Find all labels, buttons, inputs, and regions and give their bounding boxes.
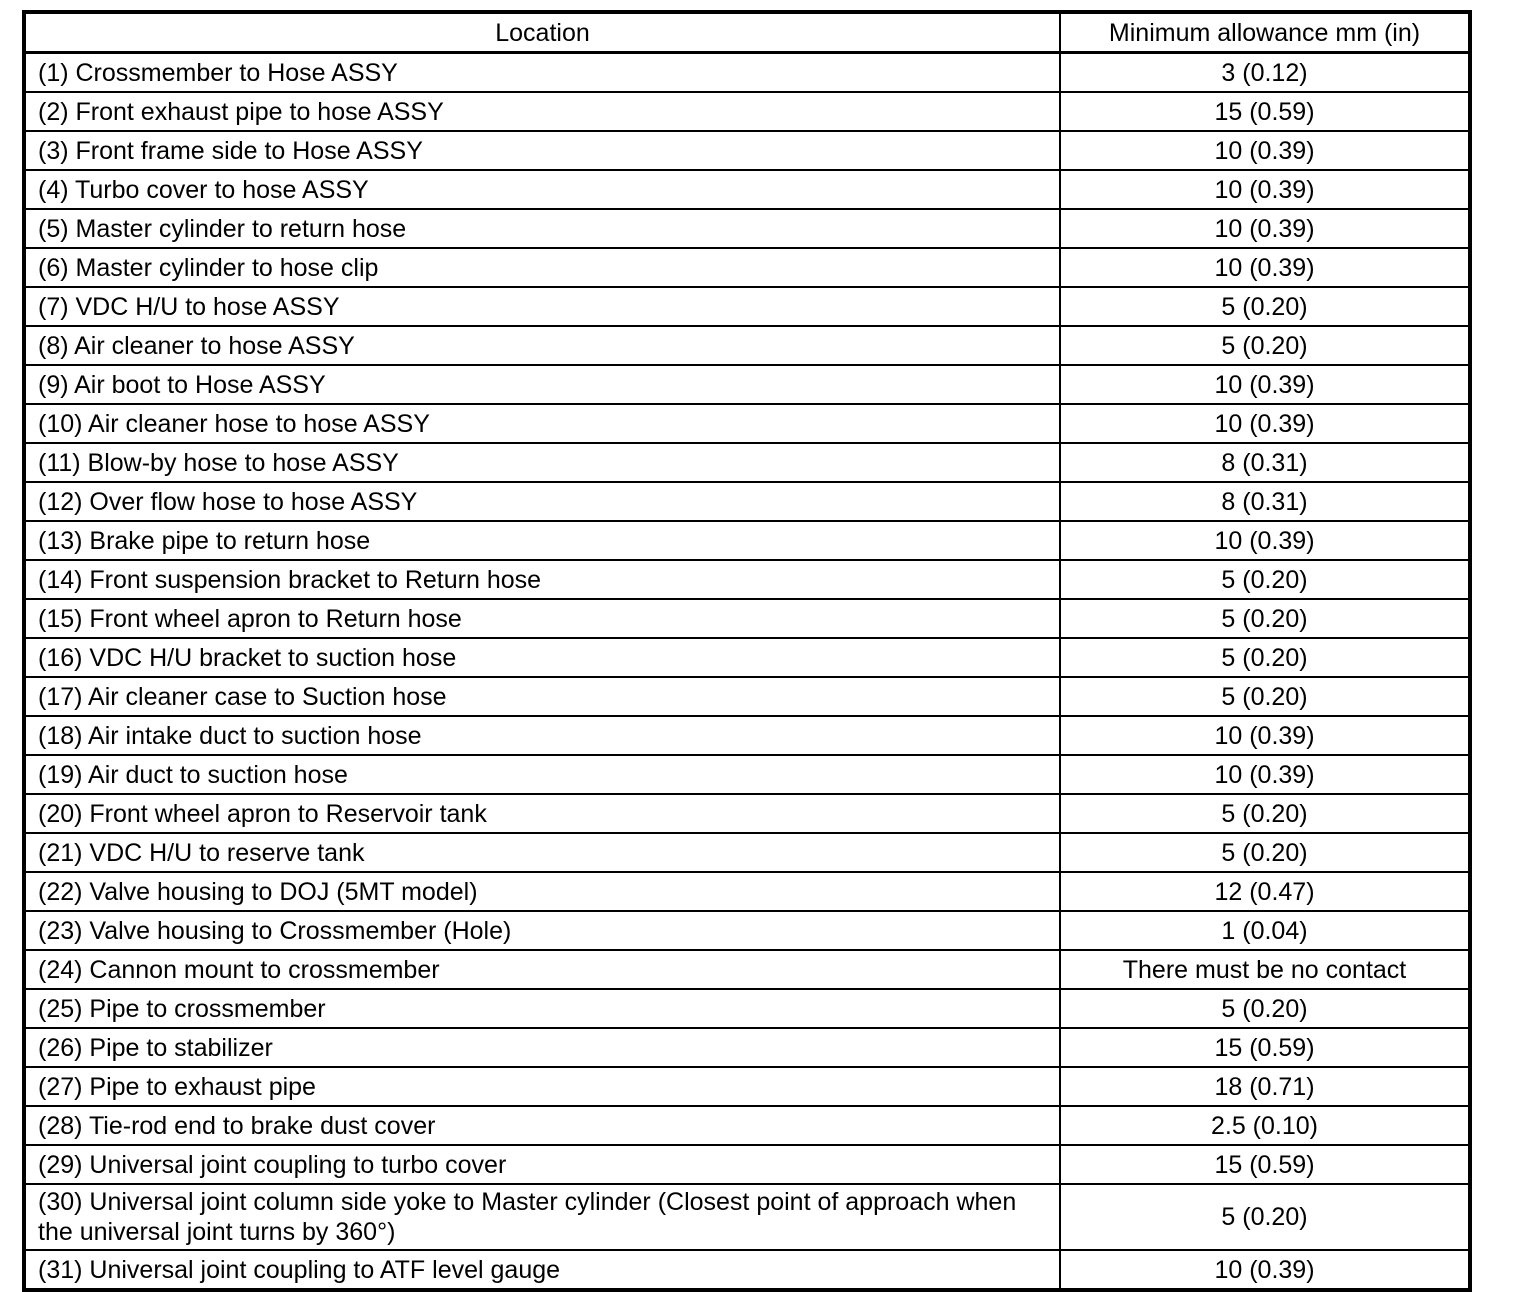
table-row [24,326,1470,365]
header-row [24,12,1470,53]
location-cell: (17) Air cleaner case to Suction hose [24,677,1060,716]
table-row [24,365,1470,404]
location-cell: (21) VDC H/U to reserve tank [24,833,1060,872]
location-cell: (1) Crossmember to Hose ASSY [24,53,1060,93]
allowance-cell: 8 (0.31) [1060,443,1470,482]
table-row [24,1250,1470,1290]
location-cell: (7) VDC H/U to hose ASSY [24,287,1060,326]
location-cell: (6) Master cylinder to hose clip [24,248,1060,287]
table-row [24,287,1470,326]
table-row [24,794,1470,833]
location-cell: (29) Universal joint coupling to turbo cover [24,1145,1060,1184]
location-cell: (18) Air intake duct to suction hose [24,716,1060,755]
allowance-cell: 10 (0.39) [1060,521,1470,560]
location-cell: (23) Valve housing to Crossmember (Hole) [24,911,1060,950]
table-row [24,599,1470,638]
table-row [24,443,1470,482]
allowance-cell: 5 (0.20) [1060,989,1470,1028]
location-cell: (11) Blow-by hose to hose ASSY [24,443,1060,482]
table-row [24,560,1470,599]
allowance-cell: 5 (0.20) [1060,638,1470,677]
allowance-cell: 10 (0.39) [1060,716,1470,755]
table-row [24,131,1470,170]
allowance-cell: 10 (0.39) [1060,209,1470,248]
table-row [24,755,1470,794]
allowance-cell: 10 (0.39) [1060,248,1470,287]
allowance-cell: 15 (0.59) [1060,1145,1470,1184]
allowance-cell: 1 (0.04) [1060,911,1470,950]
table-row [24,950,1470,989]
table-row [24,1106,1470,1145]
location-cell: (24) Cannon mount to crossmember [24,950,1060,989]
table-row [24,170,1470,209]
table-row [24,53,1470,93]
allowance-cell: 10 (0.39) [1060,755,1470,794]
table-row [24,872,1470,911]
table-row [24,1184,1470,1250]
table-header [24,12,1470,53]
location-cell: (15) Front wheel apron to Return hose [24,599,1060,638]
allowance-cell: 3 (0.12) [1060,53,1470,93]
location-cell: (8) Air cleaner to hose ASSY [24,326,1060,365]
allowance-cell: 10 (0.39) [1060,170,1470,209]
table-row [24,911,1470,950]
allowance-cell: 15 (0.59) [1060,1028,1470,1067]
table-row [24,482,1470,521]
allowance-cell: There must be no contact [1060,950,1470,989]
table-row [24,209,1470,248]
location-cell: (12) Over flow hose to hose ASSY [24,482,1060,521]
allowance-cell: 15 (0.59) [1060,92,1470,131]
allowance-cell: 10 (0.39) [1060,365,1470,404]
table-row [24,716,1470,755]
allowance-cell: 10 (0.39) [1060,404,1470,443]
table-row [24,1067,1470,1106]
table-body [24,53,1470,1291]
allowance-cell: 5 (0.20) [1060,677,1470,716]
minimum-allowance-table [22,10,1472,1292]
location-cell: (2) Front exhaust pipe to hose ASSY [24,92,1060,131]
allowance-cell: 10 (0.39) [1060,131,1470,170]
location-cell: (31) Universal joint coupling to ATF level gauge [24,1250,1060,1290]
table-row [24,677,1470,716]
table-row [24,248,1470,287]
table-row [24,638,1470,677]
allowance-cell: 8 (0.31) [1060,482,1470,521]
header-allowance: Minimum allowance mm (in) [1060,12,1470,53]
table-row [24,1028,1470,1067]
table-row [24,92,1470,131]
allowance-cell: 5 (0.20) [1060,794,1470,833]
location-cell: (13) Brake pipe to return hose [24,521,1060,560]
allowance-cell: 5 (0.20) [1060,326,1470,365]
allowance-cell: 18 (0.71) [1060,1067,1470,1106]
location-cell: (14) Front suspension bracket to Return hose [24,560,1060,599]
allowance-cell: 12 (0.47) [1060,872,1470,911]
location-cell: (19) Air duct to suction hose [24,755,1060,794]
location-cell: (22) Valve housing to DOJ (5MT model) [24,872,1060,911]
table-row [24,1145,1470,1184]
allowance-cell: 5 (0.20) [1060,560,1470,599]
allowance-cell: 10 (0.39) [1060,1250,1470,1290]
location-cell: (20) Front wheel apron to Reservoir tank [24,794,1060,833]
location-cell: (26) Pipe to stabilizer [24,1028,1060,1067]
location-cell: (27) Pipe to exhaust pipe [24,1067,1060,1106]
location-cell: (25) Pipe to crossmember [24,989,1060,1028]
table-row [24,404,1470,443]
location-cell: (4) Turbo cover to hose ASSY [24,170,1060,209]
table-row [24,989,1470,1028]
allowance-cell: 5 (0.20) [1060,599,1470,638]
location-cell: (3) Front frame side to Hose ASSY [24,131,1060,170]
location-cell: (28) Tie-rod end to brake dust cover [24,1106,1060,1145]
allowance-cell: 5 (0.20) [1060,1184,1470,1250]
location-cell: (30) Universal joint column side yoke to Master cylinder (Closest point of approach when the universal joint turns by 360°) [24,1184,1060,1250]
table-row [24,833,1470,872]
location-cell: (9) Air boot to Hose ASSY [24,365,1060,404]
header-location: Location [24,12,1060,53]
allowance-cell: 5 (0.20) [1060,833,1470,872]
location-cell: (5) Master cylinder to return hose [24,209,1060,248]
allowance-cell: 2.5 (0.10) [1060,1106,1470,1145]
table-row [24,521,1470,560]
location-cell: (16) VDC H/U bracket to suction hose [24,638,1060,677]
location-cell: (10) Air cleaner hose to hose ASSY [24,404,1060,443]
allowance-cell: 5 (0.20) [1060,287,1470,326]
